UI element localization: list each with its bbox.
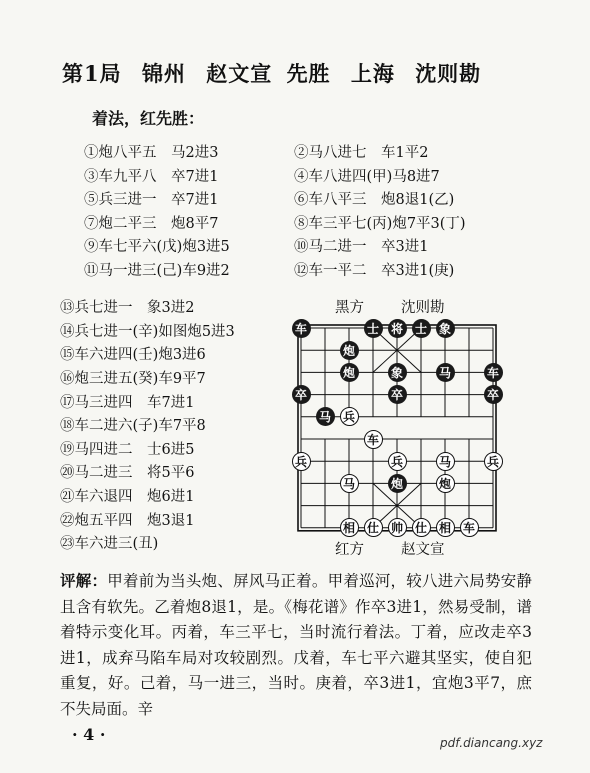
commentary [60,568,532,722]
move-entry: ⑪马一进三(己)车9进2 [84,262,230,279]
move-entry: ⑰马三进四 车7进1 [60,394,195,411]
move-entry: ㉑车六退四 炮6进1 [60,489,195,506]
black-piece: 卒 [484,385,503,404]
move-entry: ②马八进七 车1平2 [294,145,429,162]
bottom-player-label: 赵文宣 [401,542,445,558]
red-piece: 马 [436,452,455,471]
red-piece: 仕 [412,518,431,537]
top-player-label: 沈则勘 [401,300,445,316]
black-piece: 象 [436,319,455,338]
move-entry: ⑦炮二平三 炮8平7 [84,215,219,232]
move-row [84,187,504,211]
black-piece: 士 [364,319,383,338]
black-piece: 士 [412,319,431,338]
move-entry: ⑤兵三进一 卒7进1 [84,192,219,209]
red-piece: 帅 [388,518,407,537]
red-piece: 相 [436,518,455,537]
black-piece: 炮 [340,341,359,360]
black-piece: 卒 [388,385,407,404]
red-city: 锦州 [141,61,186,86]
red-piece: 炮 [436,474,455,493]
game-number: 第1局 [62,61,122,86]
move-entry: ⑲马四进二 士6进5 [60,441,195,458]
move-entry: ⑩马二进一 卒3进1 [294,239,429,256]
move-row [84,211,504,235]
red-piece: 兵 [340,407,359,426]
black-piece: 马 [436,363,455,382]
move-entry: ⑮车六进四(壬)炮3进6 [60,347,206,364]
move-entry: ⑳马二进三 将5平6 [60,465,195,482]
red-piece: 兵 [292,452,311,471]
move-row [84,140,504,164]
page-title [62,58,493,88]
red-piece: 兵 [388,452,407,471]
red-piece: 仕 [364,518,383,537]
black-piece: 将 [388,319,407,338]
move-entry: ⑨车七平六(戊)炮3进5 [84,239,230,256]
watermark: pdf.diancang.xyz [440,736,543,750]
red-piece: 车 [460,518,479,537]
red-player: 赵文宣 [206,61,273,86]
black-piece: 卒 [292,385,311,404]
move-entry: ⑭兵七进一(辛)如图炮5进3 [60,323,235,340]
black-piece: 车 [484,363,503,382]
move-entry: ⑱车二进六(子)车7平8 [60,418,206,435]
move-entry: ①炮八平五 马2进3 [84,145,219,162]
bottom-side-label: 红方 [335,542,364,558]
commentary-label: 评解： [60,571,108,590]
red-piece: 车 [364,430,383,449]
commentary-text: 甲着前为当头炮、屏风马正着。甲着巡河，较八进六局势安静且含有软先。乙着炮8退1，是。《梅花谱》作卒3进1，然易受制，谱着特示变化耳。丙着，车三平七，当时流行着法。丁着，应改走卒3进1，成弃马陷车局对攻较剧烈。戊着，车七平六避其坚实，使自犯重复，好。己着，马一进三，当时。庚着，卒3进1，宜炮3平7，庶不失局面。辛 [60,572,532,718]
red-piece: 兵 [484,452,503,471]
black-player: 沈则勘 [415,61,482,86]
moves-single-column [60,295,300,555]
red-piece: 马 [340,474,359,493]
move-entry: ㉒炮五平四 炮3退1 [60,512,195,529]
black-piece: 炮 [388,474,407,493]
move-entry: ④车八进四(甲)马8进7 [294,168,440,185]
page-number: · 4 · [72,725,106,744]
top-side-label: 黑方 [335,300,364,316]
game-result: 先胜 [286,61,331,86]
black-piece: 马 [316,407,335,426]
red-piece: 相 [340,518,359,537]
move-row [84,234,504,258]
move-row [84,164,504,188]
black-city: 上海 [350,61,395,86]
move-entry: ㉓车六进三(丑) [60,536,159,553]
move-entry: ③车九平八 卒7进1 [84,168,219,185]
chess-board-diagram [283,298,505,558]
move-row [84,258,504,282]
black-piece: 炮 [340,363,359,382]
move-entry: ⑥车八平三 炮8退1(乙) [294,192,455,209]
moves-two-column [84,140,504,281]
move-entry: ⑬兵七进一 象3进2 [60,300,195,317]
move-entry: ⑧车三平七(丙)炮7平3(丁) [294,215,466,232]
move-entry: ⑫车一平二 卒3进1(庚) [294,262,455,279]
move-entry: ⑯炮三进五(癸)车9平7 [60,371,206,388]
moves-heading: 着法，红先胜： [92,109,205,128]
black-piece: 象 [388,363,407,382]
black-piece: 车 [292,319,311,338]
